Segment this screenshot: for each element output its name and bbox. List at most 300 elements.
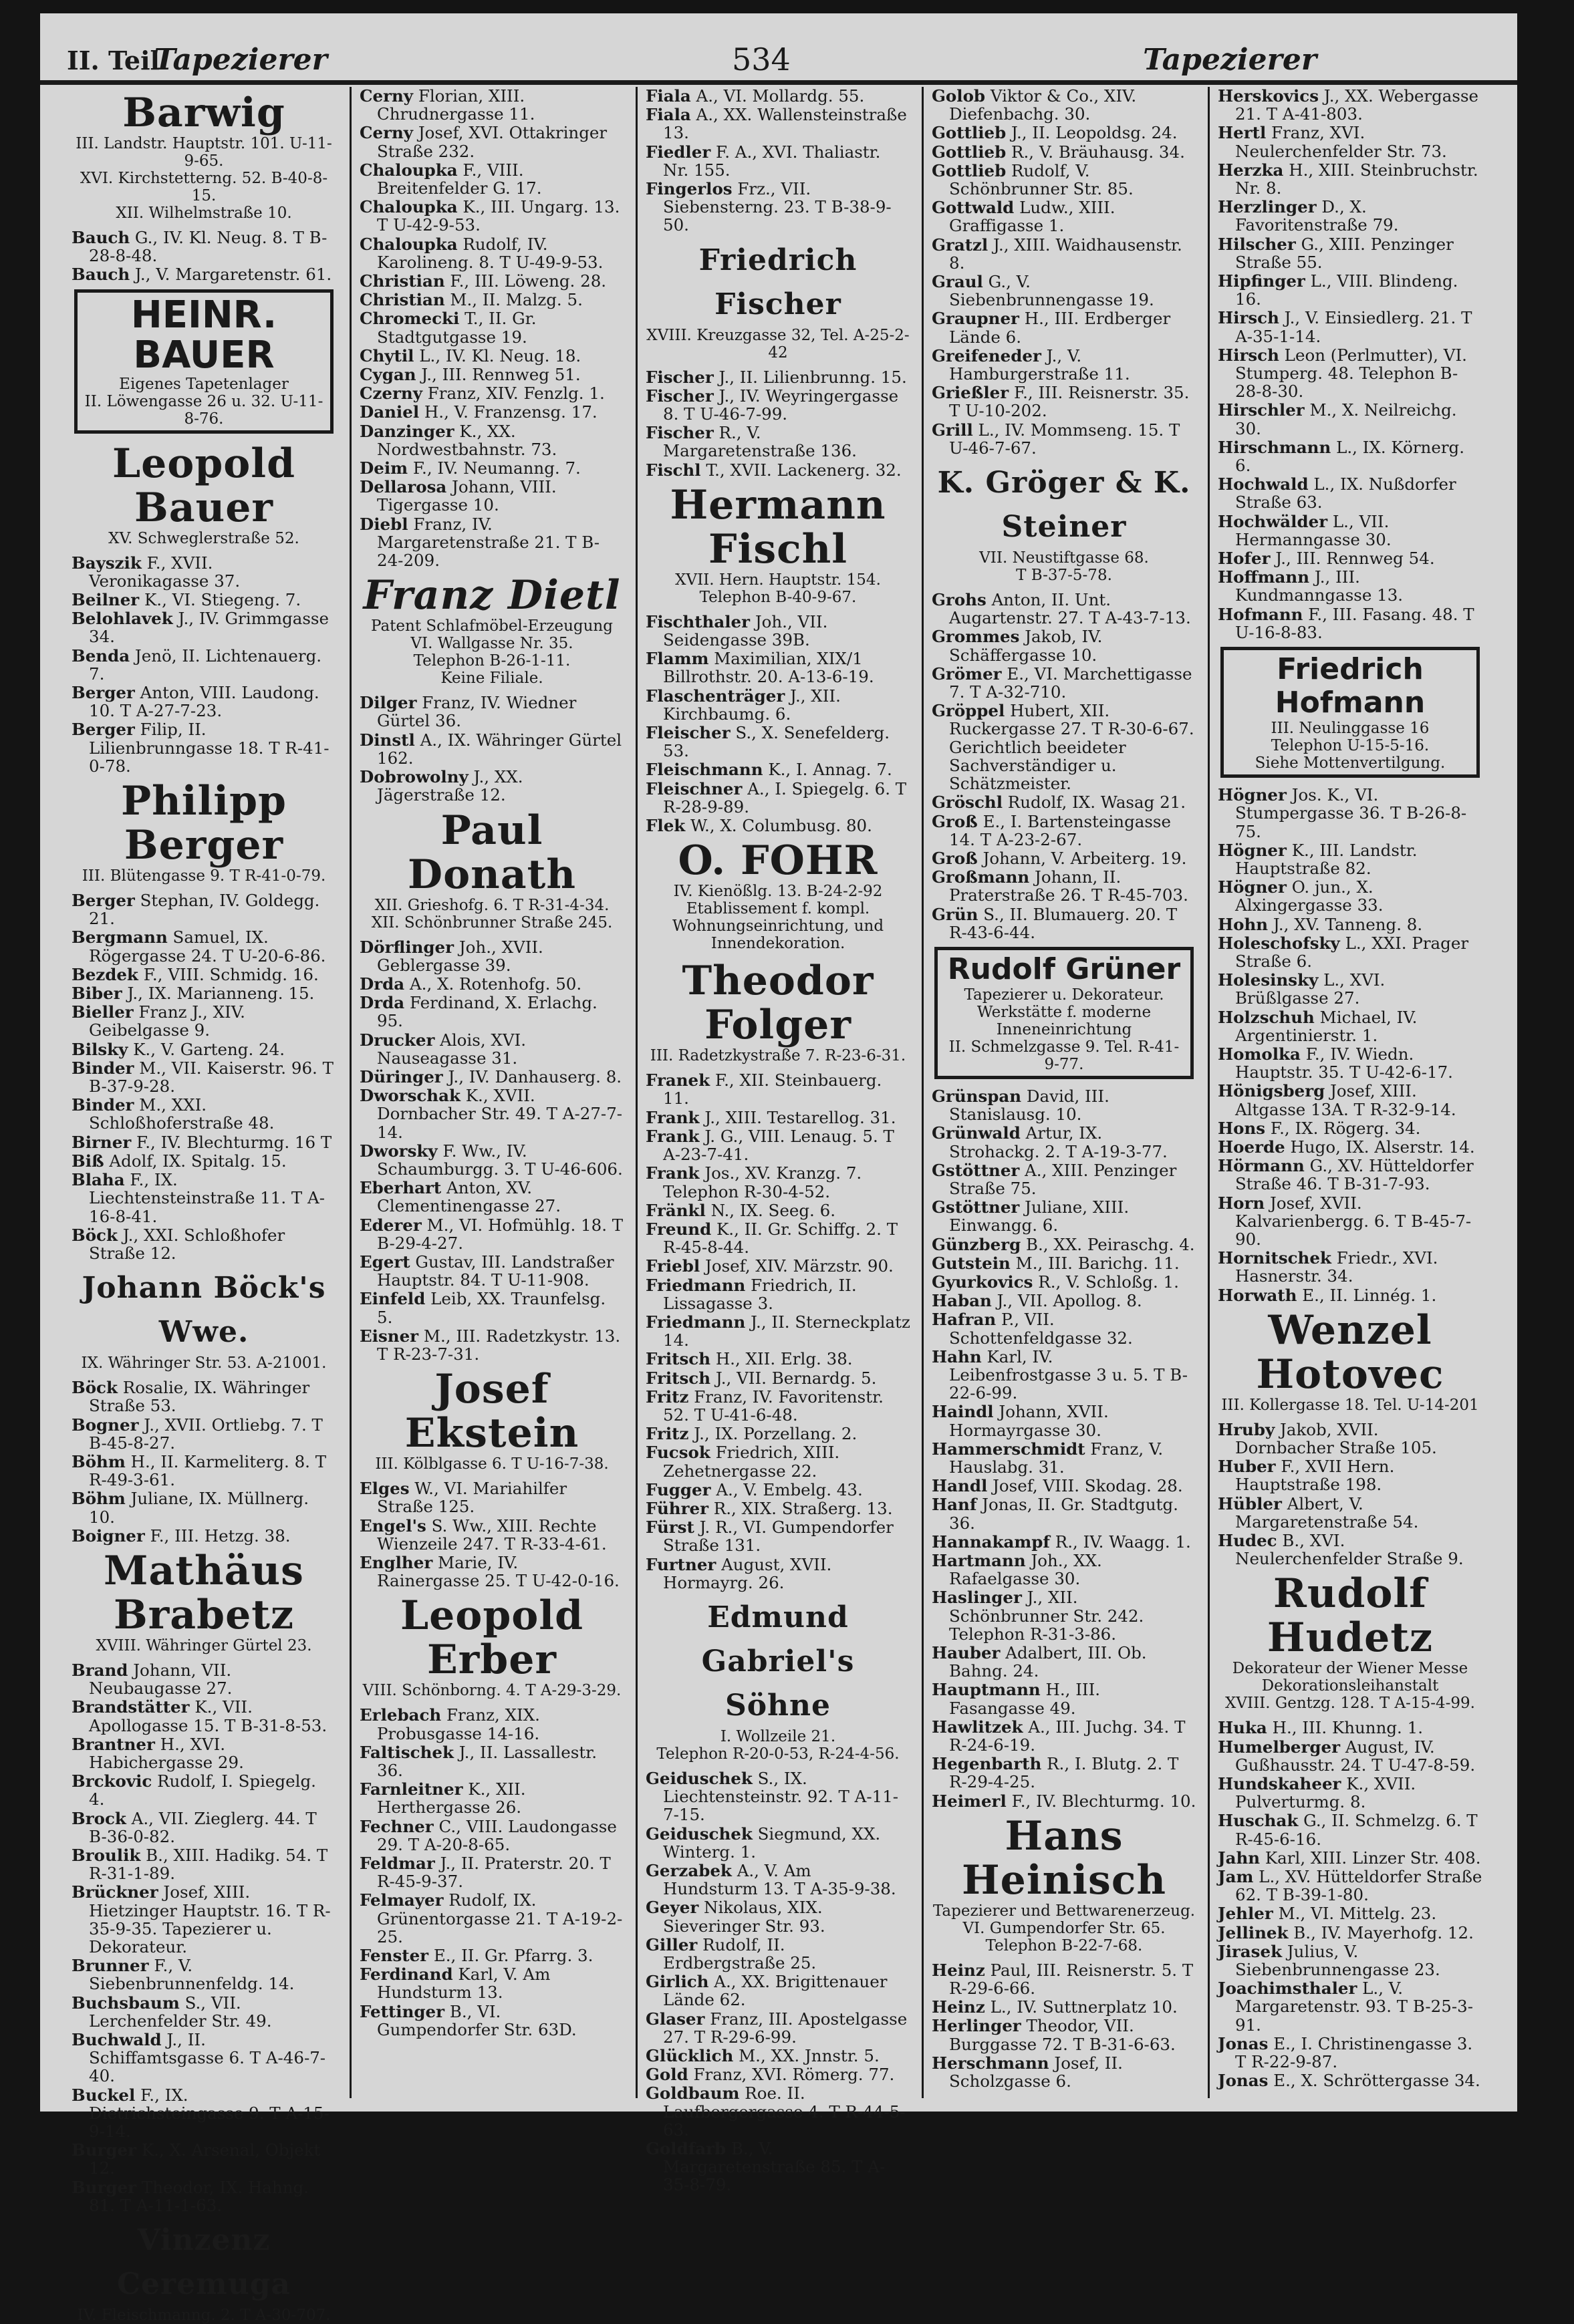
entry-details: E., I. Bartensteingasse 14. T A-23-2-67. — [949, 811, 1171, 849]
entry-name: Eisner — [360, 1326, 419, 1346]
advertisement — [360, 809, 624, 931]
directory-entry — [932, 1755, 1196, 1791]
ad-line: VI. Gumpendorfer Str. 65. — [962, 1919, 1166, 1937]
entry-name: Gottlieb — [932, 142, 1007, 162]
entry-details: R., I. Blutg. 2. T R-29-4-25. — [949, 1754, 1179, 1792]
directory-entry — [932, 1477, 1196, 1495]
entry-name: Grießler — [932, 383, 1009, 403]
entry-name: Herlinger — [932, 2016, 1021, 2036]
entry-details: D., X. Favoritenstraße 79. — [1235, 197, 1399, 235]
directory-entry — [932, 1718, 1196, 1754]
directory-entry — [360, 1706, 624, 1742]
entry-details: A., III. Juchg. 34. T R-24-6-19. — [949, 1717, 1186, 1755]
ad-line: II. Schmelzgasse 9. Tel. R-41-9-77. — [948, 1038, 1180, 1073]
ad-line: IV. Kienößlg. 13. B-24-2-92 — [673, 883, 883, 901]
entry-details: Joh., XX. Rafaelgasse 30. — [949, 1551, 1102, 1589]
advertisement — [360, 573, 624, 687]
entry-name: Elges — [360, 1479, 410, 1499]
ad-line: Telephon B-22-7-68. — [985, 1936, 1143, 1954]
directory-entry — [1218, 568, 1482, 604]
directory-entry — [932, 1495, 1196, 1532]
entry-name: Fugger — [646, 1479, 711, 1499]
directory-entry — [1218, 878, 1482, 914]
entry-details: F., III. Reisnerstr. 35. T U-10-202. — [949, 383, 1190, 421]
directory-entry — [1218, 1157, 1482, 1193]
entry-name: Benda — [72, 645, 130, 666]
entry-details: H., III. Fasangasse 49. — [949, 1680, 1101, 1718]
entry-details: L., XV. Hütteldorfer Straße 62. T B-39-1-80. — [1235, 1867, 1482, 1905]
entry-name: Bilsky — [72, 1039, 128, 1059]
ad-line: III. Kölblgasse 6. T U-16-7-38. — [375, 1455, 609, 1473]
ad-line: XII. Wilhelmstraße 10. — [116, 204, 292, 222]
ad-title: Friedrich Fischer — [698, 243, 858, 321]
entry-details: J., XXI. Schloßhofer Straße 12. — [89, 1225, 285, 1263]
directory-page — [40, 13, 1517, 2324]
entry-details: Franz, IV. Margaretenstraße 21. T B-24-209. — [377, 514, 600, 571]
entry-details: B., XIII. Hadikg. 54. T R-31-1-89. — [89, 1845, 328, 1884]
page-header — [40, 33, 1517, 85]
directory-entry — [932, 198, 1196, 235]
entry-name: Freund — [646, 1219, 712, 1239]
advertisement — [646, 239, 910, 361]
entry-details: Ferdinand, X. Erlachg. 95. — [377, 993, 598, 1031]
directory-entry — [646, 1518, 910, 1554]
entry-details: N., IX. Seeg. 6. — [705, 1200, 835, 1220]
entry-details: Friedrich, XIII. Zehetnergasse 22. — [663, 1443, 840, 1481]
entry-name: Cerny — [360, 123, 414, 143]
entry-details: Frz., VII. Siebensterng. 23. T B-38-9-50. — [663, 179, 892, 235]
entry-details: F., IX. Liechtensteinstraße 11. T A-16-8-41. — [89, 1170, 325, 1226]
entry-name: Fingerlos — [646, 179, 733, 199]
ad-line: XII. Grieshofg. 6. T R-31-4-34. — [374, 896, 610, 914]
entry-details: K., III. Ungarg. 13. T U-42-9-53. — [377, 197, 620, 235]
entry-details: F., IV. Neumanng. 7. — [408, 458, 581, 478]
entry-name: Deim — [360, 458, 408, 478]
entry-name: Blaha — [72, 1170, 125, 1190]
part-label: II. Teil — [67, 45, 160, 76]
entry-details: H., III. Khunng. 1. — [1267, 1718, 1423, 1738]
entry-name: Hauptmann — [932, 1680, 1041, 1700]
directory-entry — [360, 731, 624, 767]
directory-entry — [646, 1388, 910, 1424]
entry-name: Holzschuh — [1218, 1007, 1315, 1027]
advertisement — [360, 1594, 624, 1699]
entry-details: Rudolf, IX. Wasag 21. — [1003, 792, 1186, 813]
directory-entry — [1218, 309, 1482, 345]
directory-entry — [646, 1369, 910, 1387]
directory-entry — [1218, 1532, 1482, 1568]
ad-line: XVIII. Gentzg. 128. T A-15-4-99. — [1225, 1695, 1475, 1713]
entry-name: Englher — [360, 1552, 433, 1572]
page-number: 534 — [732, 41, 791, 78]
entry-details: T., II. Gr. Stadtgutgasse 19. — [377, 309, 537, 347]
directory-entry — [72, 1453, 336, 1489]
entry-name: Golob — [932, 86, 986, 106]
entry-name: Girlich — [646, 1972, 709, 1992]
directory-entry — [72, 1661, 336, 1697]
entry-name: Birner — [72, 1132, 132, 1152]
entry-name: Joachimsthaler — [1218, 1979, 1357, 1999]
ad-line: T B-37-5-78. — [1016, 567, 1112, 585]
directory-entry — [360, 1743, 624, 1779]
entry-details: Adalbert, III. Ob. Bahng. 24. — [949, 1643, 1147, 1681]
entry-name: Gold — [646, 2065, 688, 2085]
entry-details: Josef, XIII. Hietzinger Hauptstr. 16. T R-35-9-35. Tapezierer u. Dekorateur. — [89, 1882, 331, 1956]
entry-details: M., X. Neilreichg. 30. — [1235, 400, 1457, 438]
entry-name: Jonas — [1218, 2071, 1269, 2091]
ad-line: XV. Schweglerstraße 52. — [108, 529, 299, 547]
entry-name: Friedmann — [646, 1275, 746, 1295]
directory-entry — [72, 1994, 336, 2030]
entry-name: Grill — [932, 420, 973, 440]
entry-name: Hudec — [1218, 1531, 1277, 1550]
entry-details: B., XX. Peiraschg. 4. — [1021, 1234, 1195, 1254]
directory-entry — [1218, 786, 1482, 841]
entry-name: Hilscher — [1218, 234, 1296, 254]
directory-entry — [360, 1818, 624, 1854]
directory-entry — [646, 724, 910, 760]
entry-name: Högner — [1218, 877, 1287, 897]
entry-name: Grömer — [932, 664, 1002, 684]
entry-details: F., VIII. Breitenfelder G. 17. — [377, 160, 542, 198]
entry-name: Fucsok — [646, 1443, 710, 1463]
directory-entry — [360, 87, 624, 123]
directory-entry — [646, 2140, 910, 2194]
entry-name: Jellinek — [1218, 1922, 1289, 1942]
entry-name: Högner — [1218, 785, 1287, 805]
entry-details: G., XIII. Penzinger Straße 55. — [1235, 234, 1454, 272]
entry-name: Franek — [646, 1070, 710, 1091]
entry-name: Fischer — [646, 423, 714, 443]
directory-entry — [1218, 1904, 1482, 1922]
listing-columns — [63, 86, 1494, 2324]
ad-title: Wenzel Hotovec — [1256, 1306, 1444, 1398]
directory-entry — [72, 891, 336, 927]
directory-entry — [1218, 1979, 1482, 2034]
entry-details: J., IV. Danhauserg. 8. — [442, 1066, 622, 1086]
entry-name: Brckovic — [72, 1771, 152, 1791]
entry-details: Leib, XX. Traunfelsg. 5. — [377, 1289, 606, 1327]
directory-entry — [360, 1327, 624, 1363]
directory-entry — [932, 1552, 1196, 1588]
directory-entry — [932, 273, 1196, 309]
entry-details: Filip, II. Lilienbrunngasse 18. T R-41-0-78. — [89, 720, 330, 776]
entry-name: Jam — [1218, 1867, 1254, 1887]
entry-details: B., XVI. Neulerchenfelder Straße 9. — [1235, 1531, 1464, 1569]
directory-entry — [360, 1891, 624, 1946]
entry-name: Burger — [72, 2177, 137, 2197]
entry-details: Viktor & Co., XIV. Diefenbachg. 30. — [949, 86, 1137, 124]
entry-details: K., I. Annag. 7. — [763, 760, 892, 780]
ad-line: VI. Wallgasse Nr. 35. — [410, 635, 573, 653]
directory-entry — [72, 1059, 336, 1095]
ad-title: Philipp Berger — [120, 778, 287, 869]
entry-details: David, III. Stanislausg. 10. — [949, 1086, 1109, 1125]
entry-details: Franz J., XIV. Geibelgasse 9. — [89, 1002, 245, 1040]
ad-line: Telephon B-40-9-67. — [699, 588, 857, 606]
advertisement — [646, 1596, 910, 1763]
entry-details: J. R., VI. Gumpendorfer Straße 131. — [663, 1517, 894, 1556]
directory-entry — [360, 459, 624, 477]
entry-details: Karl, XIII. Linzer Str. 408. — [1260, 1848, 1481, 1868]
directory-entry — [932, 2017, 1196, 2053]
entry-details: Jos. K., VI. Stumpergasse 36. T B-26-8-75. — [1235, 785, 1467, 841]
ad-title: Johann Böck's Wwe. — [82, 1271, 326, 1350]
entry-details: Hubert, XII. Ruckergasse 27. T R-30-6-67. Gerichtlich beeideter Sachverständiger u. Schätzmeister. — [949, 701, 1194, 794]
directory-entry — [360, 1554, 624, 1590]
ad-title: Josef Ekstein — [404, 1366, 579, 1457]
directory-entry — [932, 1533, 1196, 1551]
directory-entry — [1218, 513, 1482, 549]
entry-details: B., V. Margaretenstraße 85. T A-35-8-79. — [663, 2139, 886, 2195]
directory-entry — [1218, 934, 1482, 970]
entry-name: Binder — [72, 1095, 134, 1115]
left-running-title: Tapezierer — [154, 43, 327, 77]
entry-details: T., XVII. Lackenerg. 32. — [700, 460, 902, 480]
entry-name: Hirschmann — [1218, 437, 1331, 457]
directory-entry — [72, 966, 336, 984]
entry-details: C., VIII. Laudongasse 29. T A-20-8-65. — [377, 1816, 617, 1854]
entry-name: Bauch — [72, 228, 130, 247]
entry-name: Dellarosa — [360, 477, 447, 497]
directory-entry — [646, 687, 910, 723]
directory-entry — [72, 1809, 336, 1846]
ad-title: K. Gröger & K. Steiner — [937, 466, 1191, 545]
entry-details: A., IX. Währinger Gürtel 162. — [377, 730, 622, 768]
entry-name: Holeschofsky — [1218, 933, 1340, 953]
entry-details: H., III. Erdberger Lände 6. — [949, 309, 1171, 347]
entry-name: Cerny — [360, 86, 414, 106]
entry-name: Burger — [72, 2140, 137, 2160]
entry-name: Herskovics — [1218, 86, 1319, 106]
advertisement — [646, 959, 910, 1064]
advertisement — [72, 1266, 336, 1372]
directory-entry — [360, 1068, 624, 1086]
entry-details: H., XII. Erlg. 38. — [710, 1349, 853, 1369]
entry-details: O. jun., X. Alxingergasse 33. — [1235, 877, 1384, 915]
ad-title: Leopold Bauer — [112, 440, 296, 531]
directory-entry — [646, 143, 910, 179]
directory-entry — [932, 347, 1196, 383]
entry-name: Hirschler — [1218, 400, 1305, 420]
entry-name: Hochwald — [1218, 474, 1309, 494]
entry-details: J., XII. Kirchbaumg. 6. — [663, 686, 841, 724]
entry-name: Gyurkovics — [932, 1272, 1033, 1292]
directory-entry — [1218, 1495, 1482, 1531]
entry-name: Hons — [1218, 1118, 1266, 1138]
directory-entry — [932, 1273, 1196, 1291]
directory-entry — [360, 1965, 624, 2001]
entry-name: Danzinger — [360, 421, 454, 441]
entry-details: A., VII. Zieglerg. 44. T B-36-0-82. — [89, 1808, 317, 1846]
directory-entry — [360, 347, 624, 365]
entry-name: Boigner — [72, 1526, 145, 1546]
ad-line: IX. Währinger Str. 53. A-21001. — [81, 1354, 327, 1372]
directory-entry — [1218, 1849, 1482, 1867]
directory-entry — [646, 1201, 910, 1219]
directory-entry — [646, 1499, 910, 1517]
entry-details: Rudolf, IX. Grünentorgasse 21. T A-19-2-25. — [377, 1890, 623, 1946]
entry-details: Jakob, IV. Schäffergasse 10. — [949, 627, 1103, 665]
directory-entry — [1218, 1008, 1482, 1044]
entry-name: Gottlieb — [932, 160, 1007, 180]
directory-entry — [360, 2003, 624, 2039]
directory-entry — [1218, 1868, 1482, 1904]
entry-name: Haindl — [932, 1402, 994, 1422]
entry-details: E., X. Schröttergasse 34. — [1268, 2071, 1480, 2091]
entry-name: Graupner — [932, 309, 1019, 329]
entry-details: Ludw., XIII. Graffigasse 1. — [949, 198, 1116, 236]
boxed-advertisement — [74, 289, 334, 434]
ad-line: III. Neulinggasse 16 — [1271, 720, 1430, 738]
ad-title: Barwig — [122, 90, 285, 136]
entry-name: Furtner — [646, 1554, 716, 1574]
directory-entry — [646, 368, 910, 386]
entry-name: Hauber — [932, 1643, 1001, 1663]
directory-entry — [1218, 549, 1482, 567]
entry-details: J., VII. Bernardg. 5. — [710, 1368, 877, 1388]
entry-details: Rudolf, V. Schönbrunner Str. 85. — [949, 160, 1134, 199]
entry-details: J., IV. Grimmgasse 34. — [89, 609, 330, 647]
directory-entry — [932, 868, 1196, 904]
ad-line: Patent Schlafmöbel-Erzeugung — [371, 617, 613, 635]
entry-name: Böck — [72, 1225, 118, 1245]
directory-entry — [932, 1254, 1196, 1272]
entry-name: Großmann — [932, 867, 1030, 887]
directory-entry — [1218, 1811, 1482, 1848]
entry-name: Herzlinger — [1218, 197, 1317, 217]
entry-name: Brock — [72, 1808, 126, 1828]
entry-details: F., III. Fasang. 48. T U-16-8-83. — [1235, 604, 1474, 642]
entry-name: Hammerschmidt — [932, 1439, 1085, 1459]
entry-name: Chytil — [360, 345, 414, 366]
ad-line: III. Landstr. Hauptstr. 101. U-11-9-65. — [76, 135, 332, 170]
ad-line: III. Kollergasse 18. Tel. U-14-201 — [1221, 1396, 1479, 1414]
directory-entry — [360, 1253, 624, 1289]
entry-name: Feldmar — [360, 1854, 435, 1874]
entry-details: S., II. Blumauerg. 20. T R-43-6-44. — [949, 904, 1178, 942]
ad-title: Rudolf Grüner — [947, 952, 1181, 986]
entry-name: Fischer — [646, 367, 714, 387]
entry-name: Gottwald — [932, 198, 1015, 218]
advertisement — [646, 839, 910, 952]
directory-entry — [72, 647, 336, 683]
entry-name: Buchsbaum — [72, 1993, 180, 2013]
entry-details: Paul, III. Reisnerstr. 5. T R-29-6-66. — [949, 1960, 1194, 1999]
entry-name: Christian — [360, 271, 445, 291]
entry-name: Hochwälder — [1218, 511, 1328, 531]
entry-name: Fleischer — [646, 723, 731, 743]
directory-entry — [646, 1481, 910, 1499]
entry-name: Geiduschek — [646, 1824, 753, 1844]
entry-details: F., III. Hetzg. 38. — [144, 1526, 291, 1546]
directory-entry — [646, 780, 910, 816]
entry-details: F., IV. Blechturmg. 16 T — [131, 1132, 332, 1152]
entry-name: Friedmann — [646, 1312, 746, 1332]
entry-name: Drucker — [360, 1030, 435, 1050]
entry-name: Friebl — [646, 1256, 700, 1276]
directory-entry — [646, 1257, 910, 1275]
directory-entry — [1218, 1942, 1482, 1979]
right-running-title: Tapezierer — [1143, 43, 1317, 77]
column-1 — [63, 87, 342, 2324]
column-2 — [350, 87, 630, 2098]
entry-details: Johann, VII. Neubaugasse 27. — [89, 1660, 233, 1699]
entry-name: Humelberger — [1218, 1737, 1341, 1757]
directory-entry — [932, 1681, 1196, 1717]
directory-entry — [932, 2054, 1196, 2090]
entry-details: F., IV. Wiedn. Hauptstr. 35. T U-42-6-17. — [1235, 1044, 1453, 1082]
directory-entry — [1218, 1045, 1482, 1081]
entry-details: K., II. Gr. Schiffg. 2. T R-45-8-44. — [663, 1219, 898, 1258]
entry-name: Hofer — [1218, 549, 1271, 569]
column-5 — [1208, 87, 1488, 2098]
entry-name: Egert — [360, 1252, 410, 1272]
entry-details: F., IV. Blechturmg. 10. — [1006, 1791, 1196, 1811]
directory-entry — [72, 591, 336, 609]
entry-details: P., VII. Schottenfeldgasse 32. — [949, 1310, 1133, 1348]
advertisement — [1218, 1308, 1482, 1414]
entry-details: Nikolaus, XIX. Sieveringer Str. 93. — [663, 1898, 825, 1936]
directory-entry — [1218, 1194, 1482, 1249]
entry-details: Roe. II. Laufbergergasse 4. T R-44-5-63. — [663, 2083, 906, 2140]
directory-entry — [1218, 971, 1482, 1007]
advertisement — [360, 1367, 624, 1473]
directory-entry — [72, 1416, 336, 1452]
entry-name: Farnleitner — [360, 1779, 463, 1799]
entry-name: Ederer — [360, 1215, 422, 1235]
entry-details: Franz, V. Hauslabg. 31. — [949, 1439, 1164, 1477]
entry-details: R., V. Bräuhausg. 34. — [1006, 142, 1185, 162]
entry-name: Erlebach — [360, 1705, 442, 1725]
entry-details: F., XVII. Veronikagasse 37. — [89, 553, 241, 591]
ad-line: Siehe Mottenvertilgung. — [1255, 754, 1446, 772]
entry-name: Grohs — [932, 590, 987, 610]
entry-details: M., XXI. Schloßhoferstraße 48. — [89, 1095, 275, 1133]
entry-details: Rudolf, I. Spiegelg. 4. — [89, 1771, 316, 1809]
entry-name: Engel's — [360, 1515, 426, 1536]
entry-name: Gröschl — [932, 792, 1003, 813]
directory-entry — [72, 1956, 336, 1993]
entry-name: Bauch — [72, 265, 130, 285]
entry-details: R., V. Margaretenstraße 136. — [663, 423, 857, 461]
entry-details: Rudolf, IV. Karolineng. 8. T U-49-9-53. — [377, 234, 604, 272]
entry-name: Groß — [932, 811, 978, 831]
entry-details: J., XIII. Testarellog. 31. — [699, 1107, 896, 1127]
ad-line: Telephon R-20-0-53, R-24-4-56. — [656, 1745, 900, 1763]
directory-entry — [360, 366, 624, 384]
directory-entry — [646, 1769, 910, 1824]
directory-entry — [646, 1936, 910, 1972]
directory-entry — [360, 291, 624, 309]
directory-entry — [646, 1220, 910, 1256]
directory-entry — [646, 1825, 910, 1861]
entry-name: Huber — [1218, 1457, 1276, 1477]
advertisement — [932, 1814, 1196, 1954]
directory-entry — [72, 229, 336, 265]
entry-details: L., IV. Mommseng. 15. T U-46-7-67. — [949, 420, 1180, 458]
entry-name: Belohlavek — [72, 609, 173, 629]
entry-details: J., II. Lilienbrunng. 15. — [713, 367, 907, 387]
entry-details: Anton, XV. Clementinengasse 27. — [377, 1178, 561, 1216]
directory-entry — [360, 1780, 624, 1816]
directory-entry — [932, 665, 1196, 701]
directory-entry — [360, 1086, 624, 1141]
entry-name: Flek — [646, 816, 686, 836]
directory-entry — [1218, 235, 1482, 271]
entry-name: Einfeld — [360, 1289, 426, 1309]
entry-name: Dilger — [360, 693, 417, 713]
